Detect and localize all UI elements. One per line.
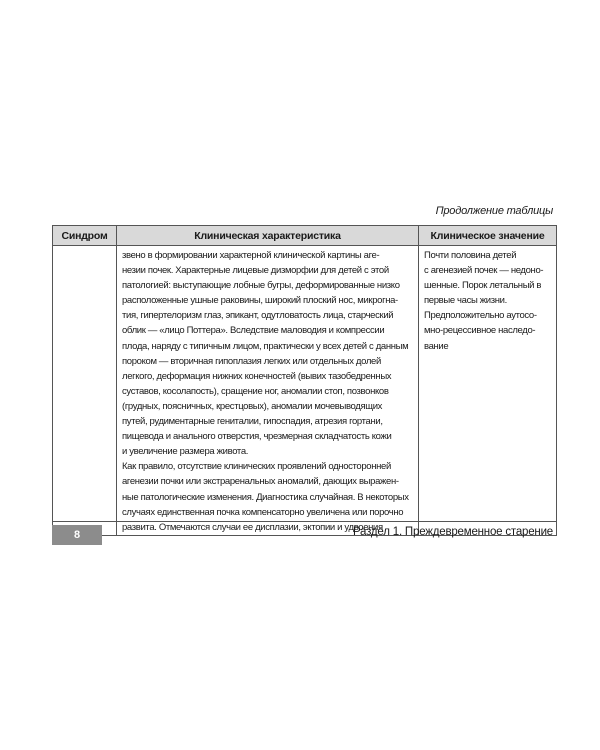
text-line: звено в формировании характерной клинической картины аге- xyxy=(122,250,380,261)
text-line: развита. Отмечаются случаи ее дисплазии, эктопии и удвоения xyxy=(122,521,383,533)
text-line: пороком — вторичная гипоплазия легких или отдельных долей xyxy=(122,355,381,367)
text-line: тия, гипертелоризм глаз, эпикант, одутловатость лица, старческий xyxy=(122,310,394,322)
text-line: Как правило, отсутствие клинических проявлений односторонней xyxy=(122,461,391,473)
text-line: первые часы жизни. xyxy=(424,295,507,307)
table-row xyxy=(53,246,557,536)
cell-syndrome xyxy=(53,246,117,536)
page-number-badge: 8 xyxy=(52,525,102,545)
text-line: вание xyxy=(424,340,449,352)
text-line: (грудных, поясничных, крестцовых), аномалии мочевыводящих xyxy=(122,400,383,412)
text-line: случаях единственная почка компенсаторно увеличена или порочно xyxy=(122,506,404,518)
text-line: легкого, деформация нижних конечностей (вывих тазобедренных xyxy=(122,370,392,382)
cell-clinical-significance xyxy=(419,246,557,536)
running-section-title: Раздел 1. Преждевременное старение xyxy=(352,526,553,538)
text-line: Почти половина детей xyxy=(424,250,517,261)
header-syndrome: Синдром xyxy=(53,226,117,246)
header-clinical-significance: Клиническое значение xyxy=(419,226,557,246)
text-line: суставов, косолапость), сращение ног, аномалии стоп, позвонков xyxy=(122,385,389,397)
header-clinical-characteristics: Клиническая характеристика xyxy=(117,226,419,246)
table-header-row xyxy=(53,226,557,246)
text-line: мно-рецессивное наследо- xyxy=(424,325,536,337)
text-line: с агенезией почек — недоно- xyxy=(424,265,544,277)
text-line: расположенные ушные раковины, широкий плоский нос, микрогна- xyxy=(122,295,398,307)
clinical-table-container xyxy=(52,225,556,536)
text-line: путей, рудиментарные гениталии, гипоспадия, атрезия гортани, xyxy=(122,416,383,428)
footer-divider xyxy=(52,521,556,522)
text-line: облик — «лицо Поттера». Вследствие маловодия и компрессии xyxy=(122,325,385,337)
text-line: патологией: выступающие лобные бугры, деформированные низко xyxy=(122,280,400,292)
text-line: агенезии почки или экстраренальных аномалий, дающих выражен- xyxy=(122,476,399,488)
text-line: и увеличение размера живота. xyxy=(122,446,249,458)
text-line: шенные. Порок летальный в xyxy=(424,280,542,292)
cell-clinical-characteristics xyxy=(117,246,419,536)
clinical-table xyxy=(52,225,557,536)
text-line: плода, наряду с типичным лицом, практически у всех детей с данным xyxy=(122,340,409,352)
text-line: ные патологические изменения. Диагностика случайная. В некоторых xyxy=(122,491,409,503)
table-continuation-label: Продолжение таблицы xyxy=(435,205,553,217)
text-line: пищевода и анального отверстия, чрезмерная складчатость кожи xyxy=(122,431,392,443)
text-line: Предположительно аутосо- xyxy=(424,310,537,322)
text-line: незии почек. Характерные лицевые дизморфии для детей с этой xyxy=(122,265,389,277)
